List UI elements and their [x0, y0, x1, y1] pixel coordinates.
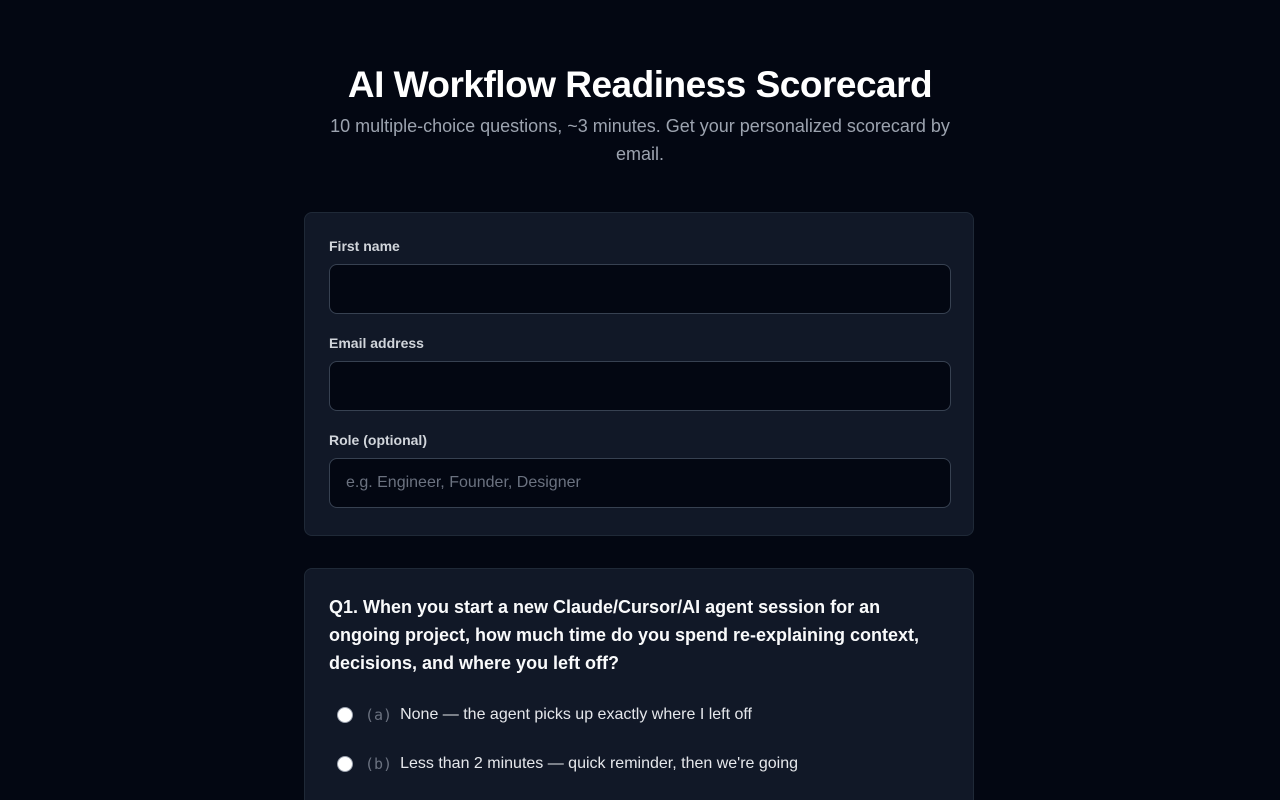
email-input[interactable]	[329, 361, 951, 411]
option-a-text: None — the agent picks up exactly where I left off	[400, 706, 752, 723]
role-label: Role (optional)	[329, 432, 427, 448]
role-input[interactable]	[329, 458, 951, 508]
page-subtitle: 10 multiple-choice questions, ~3 minutes. Get your personalized scorecard by email.	[330, 116, 950, 164]
email-field-group	[329, 334, 949, 411]
contact-card	[304, 212, 974, 536]
page-title: AI Workflow Readiness Scorecard	[347, 64, 933, 105]
question-card-q1	[304, 568, 974, 800]
first-name-field-group	[329, 237, 949, 314]
option-a-letter: (a)	[365, 706, 393, 724]
option-b-radio[interactable]	[337, 756, 353, 772]
option-b-letter: (b)	[365, 755, 393, 773]
first-name-label: First name	[329, 238, 400, 254]
email-label: Email address	[329, 335, 424, 351]
option-b[interactable]	[329, 752, 949, 776]
page-header	[0, 0, 1280, 168]
option-a-radio[interactable]	[337, 707, 353, 723]
role-field-group	[329, 431, 949, 508]
option-a[interactable]	[329, 703, 949, 727]
first-name-input[interactable]	[329, 264, 951, 314]
option-b-text: Less than 2 minutes — quick reminder, then we're going	[400, 755, 799, 772]
question-text: Q1. When you start a new Claude/Cursor/AI agent session for an ongoing project, how much time do you spend re-explaining context, decisions, and where you left off?	[329, 597, 920, 673]
